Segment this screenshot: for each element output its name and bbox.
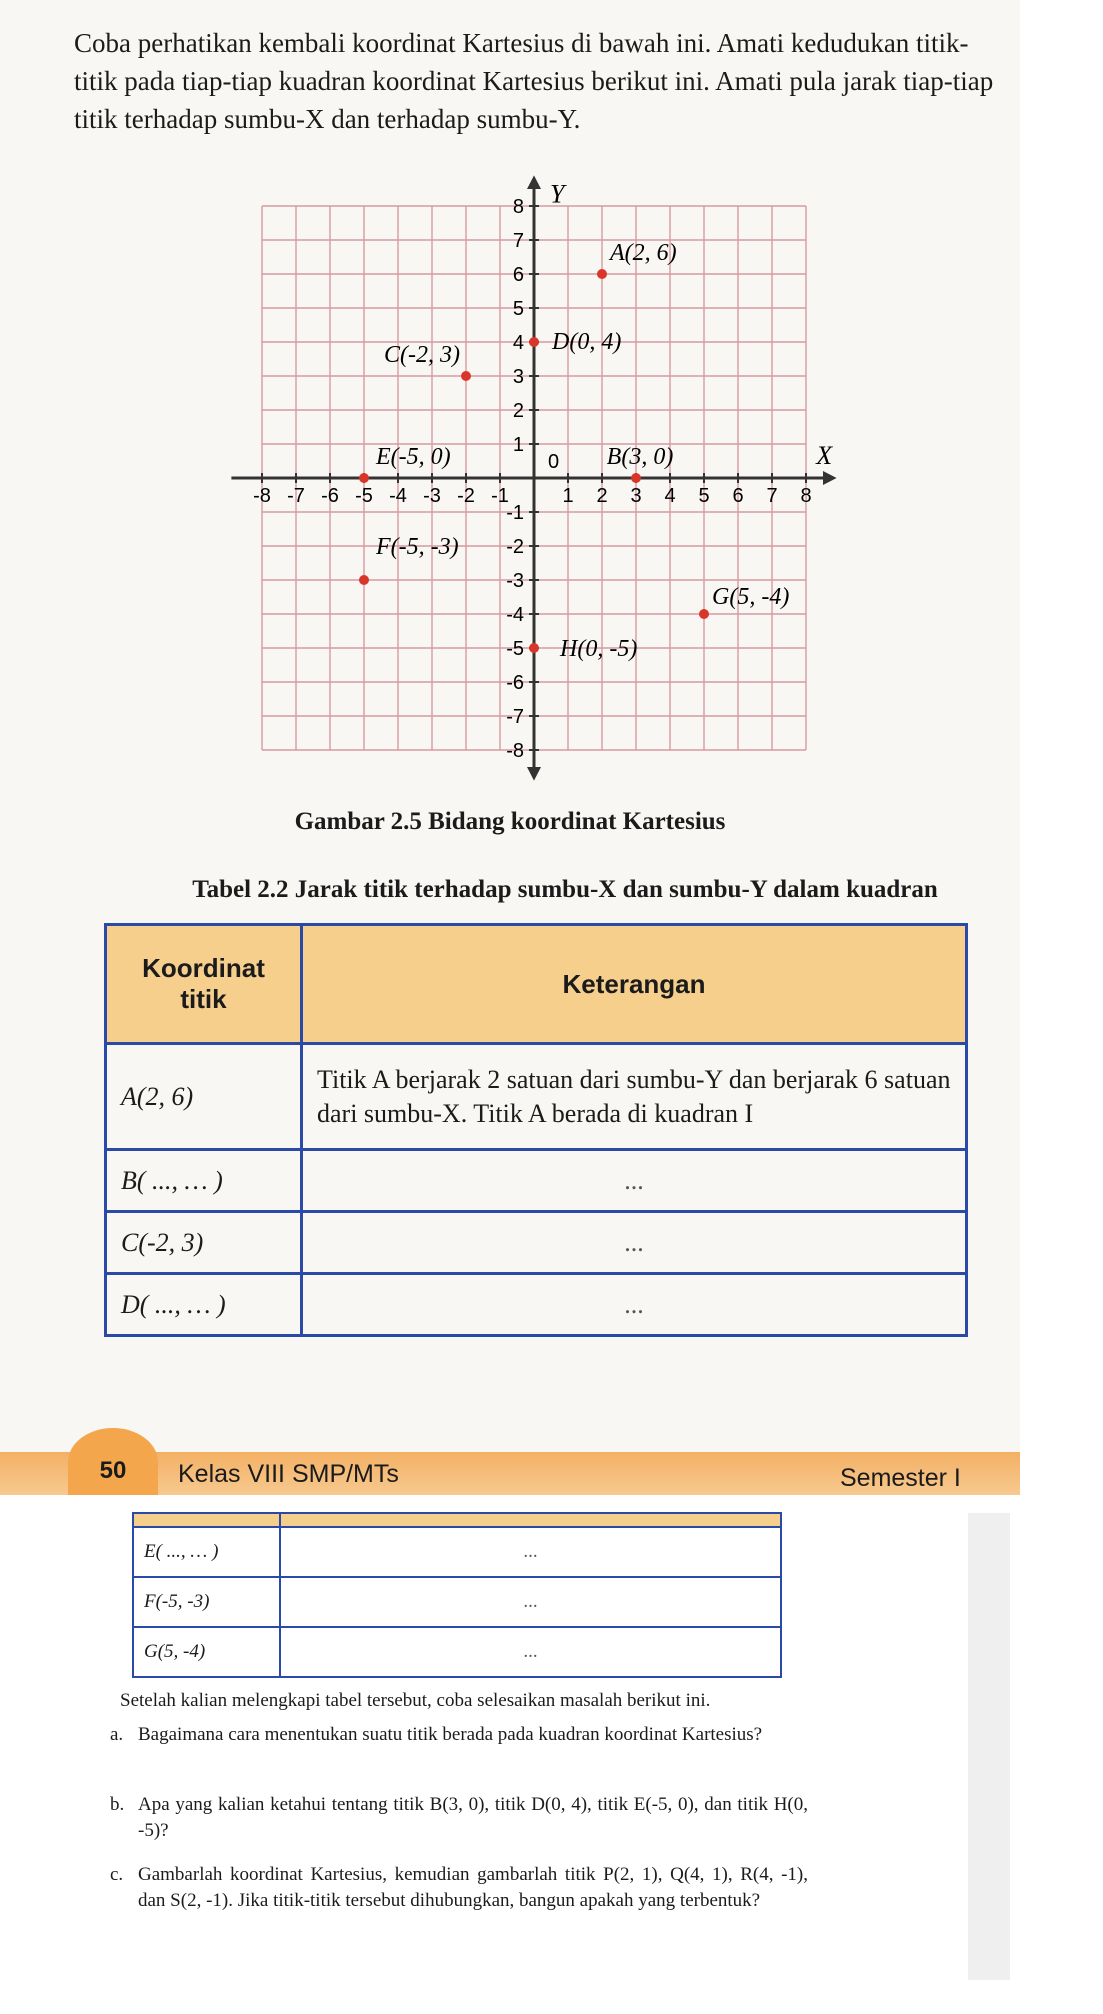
instruction-text: Setelah kalian melengkapi tabel tersebut, coba selesaikan masalah berikut ini. bbox=[120, 1690, 711, 1711]
point-label: C(-2, 3) bbox=[384, 342, 460, 368]
cell-coordinate: A(2, 6) bbox=[106, 1044, 302, 1150]
cell-description: ... bbox=[302, 1150, 967, 1212]
y-tick-label: 3 bbox=[512, 366, 524, 388]
point-label: A(2, 6) bbox=[610, 240, 677, 266]
x-axis-label: X bbox=[816, 441, 833, 470]
table-row bbox=[106, 1044, 967, 1150]
data-point bbox=[631, 473, 641, 483]
table-row bbox=[133, 1527, 781, 1577]
point-label: B(3, 0) bbox=[606, 444, 674, 470]
table-row bbox=[133, 1577, 781, 1627]
x-tick-label: 4 bbox=[664, 485, 676, 507]
x-tick-label: -6 bbox=[321, 485, 339, 507]
cartesian-chart bbox=[0, 0, 1020, 800]
page-edge-shadow bbox=[968, 1513, 1010, 1980]
y-tick-label: -5 bbox=[506, 638, 524, 660]
y-tick-label: 4 bbox=[512, 332, 524, 354]
distance-table-continued bbox=[132, 1512, 782, 1678]
y-axis-label: Y bbox=[550, 179, 565, 209]
y-tick-label: -3 bbox=[506, 570, 524, 592]
y-tick-label: 8 bbox=[512, 196, 524, 218]
table-caption: Tabel 2.2 Jarak titik terhadap sumbu-X dan sumbu-Y dalam kuadran bbox=[192, 876, 938, 903]
cell-coordinate: E( ..., … ) bbox=[133, 1527, 280, 1577]
question-label: c. bbox=[110, 1864, 124, 1885]
point-label: H(0, -5) bbox=[560, 636, 638, 662]
question-label: a. bbox=[110, 1724, 124, 1745]
question-text: Bagaimana cara menentukan suatu titik berada pada kuadran koordinat Kartesius? bbox=[138, 1724, 763, 1745]
distance-table bbox=[104, 923, 968, 1337]
x-tick-label: -8 bbox=[253, 485, 271, 507]
header-description: Keterangan bbox=[302, 925, 967, 1044]
cell-coordinate: B( ..., … ) bbox=[106, 1150, 302, 1212]
question-label: b. bbox=[110, 1794, 125, 1815]
cell-description: ... bbox=[302, 1274, 967, 1336]
x-tick-label: 6 bbox=[732, 485, 744, 507]
data-point bbox=[597, 269, 607, 279]
x-tick-label: 1 bbox=[562, 485, 574, 507]
cell-coordinate: F(-5, -3) bbox=[133, 1577, 280, 1627]
cell-coordinate: C(-2, 3) bbox=[106, 1212, 302, 1274]
data-point bbox=[529, 337, 539, 347]
point-label: D(0, 4) bbox=[552, 329, 622, 355]
table-row bbox=[106, 1274, 967, 1336]
point-label: E(-5, 0) bbox=[376, 444, 451, 470]
y-tick-label: -8 bbox=[506, 740, 524, 762]
data-point bbox=[461, 371, 471, 381]
table-row bbox=[106, 1212, 967, 1274]
x-tick-label: 2 bbox=[596, 485, 608, 507]
cell-description: Titik A berjarak 2 satuan dari sumbu-Y dan berjarak 6 satuan dari sumbu-X. Titik A berada di kuadran I bbox=[302, 1044, 967, 1150]
x-tick-label: -1 bbox=[491, 485, 509, 507]
semester-label: Semester I bbox=[840, 1464, 961, 1492]
table-row bbox=[106, 1150, 967, 1212]
y-tick-label: -4 bbox=[506, 604, 524, 626]
x-tick-label: -3 bbox=[423, 485, 441, 507]
point-label: G(5, -4) bbox=[712, 584, 790, 610]
y-axis-arrow-down bbox=[527, 767, 541, 781]
x-tick-label: 3 bbox=[630, 485, 642, 507]
point-label: F(-5, -3) bbox=[376, 534, 459, 560]
y-tick-label: -6 bbox=[506, 672, 524, 694]
y-tick-label: 6 bbox=[512, 264, 524, 286]
x-tick-label: -4 bbox=[389, 485, 407, 507]
y-tick-label: 1 bbox=[512, 434, 524, 456]
x-tick-label: 5 bbox=[698, 485, 710, 507]
table-row bbox=[133, 1627, 781, 1677]
data-point bbox=[529, 643, 539, 653]
x-tick-label: -7 bbox=[287, 485, 305, 507]
y-tick-label: -2 bbox=[506, 536, 524, 558]
question-text: Apa yang kalian ketahui tentang titik B(3, 0), titik D(0, 4), titik E(-5, 0), dan titik H(0, -5)? bbox=[138, 1794, 808, 1841]
x-tick-label: 7 bbox=[766, 485, 778, 507]
cell-description: ... bbox=[280, 1527, 781, 1577]
cell-description: ... bbox=[280, 1577, 781, 1627]
data-point bbox=[359, 473, 369, 483]
table-header-row bbox=[106, 925, 967, 1044]
header-coordinate: Koordinat titik bbox=[106, 925, 302, 1044]
y-tick-label: 5 bbox=[512, 298, 524, 320]
y-tick-label: 7 bbox=[512, 230, 524, 252]
y-tick-label: -1 bbox=[506, 502, 524, 524]
table-top-bar bbox=[133, 1513, 781, 1527]
intro-paragraph: Coba perhatikan kembali koordinat Kartesius di bawah ini. Amati kedudukan titik-titik pada tiap-tiap kuadran koordinat Kartesius berikut ini. Amati pula jarak tiap-tiap titik terhadap sumbu-X dan terhadap sumbu-Y. bbox=[74, 28, 994, 134]
cell-description: ... bbox=[302, 1212, 967, 1274]
book-title: Kelas VIII SMP/MTs bbox=[178, 1460, 399, 1488]
x-axis-arrow bbox=[823, 471, 837, 485]
data-point bbox=[699, 609, 709, 619]
data-point bbox=[359, 575, 369, 585]
cell-description: ... bbox=[280, 1627, 781, 1677]
x-tick-label: 8 bbox=[800, 485, 812, 507]
x-tick-label: -2 bbox=[457, 485, 475, 507]
y-axis-arrow bbox=[527, 175, 541, 189]
origin-label: 0 bbox=[548, 451, 560, 473]
x-tick-label: -5 bbox=[355, 485, 373, 507]
cell-coordinate: G(5, -4) bbox=[133, 1627, 280, 1677]
y-tick-label: 2 bbox=[512, 400, 524, 422]
page-number: 50 bbox=[68, 1428, 158, 1496]
figure-caption: Gambar 2.5 Bidang koordinat Kartesius bbox=[294, 808, 726, 835]
cell-coordinate: D( ..., … ) bbox=[106, 1274, 302, 1336]
y-tick-label: -7 bbox=[506, 706, 524, 728]
question-text: Gambarlah koordinat Kartesius, kemudian gambarlah titik P(2, 1), Q(4, 1), R(4, -1), dan S(2, -1). Jika titik-titik tersebut dihubungkan, bangun apakah yang terbentuk? bbox=[138, 1864, 808, 1911]
